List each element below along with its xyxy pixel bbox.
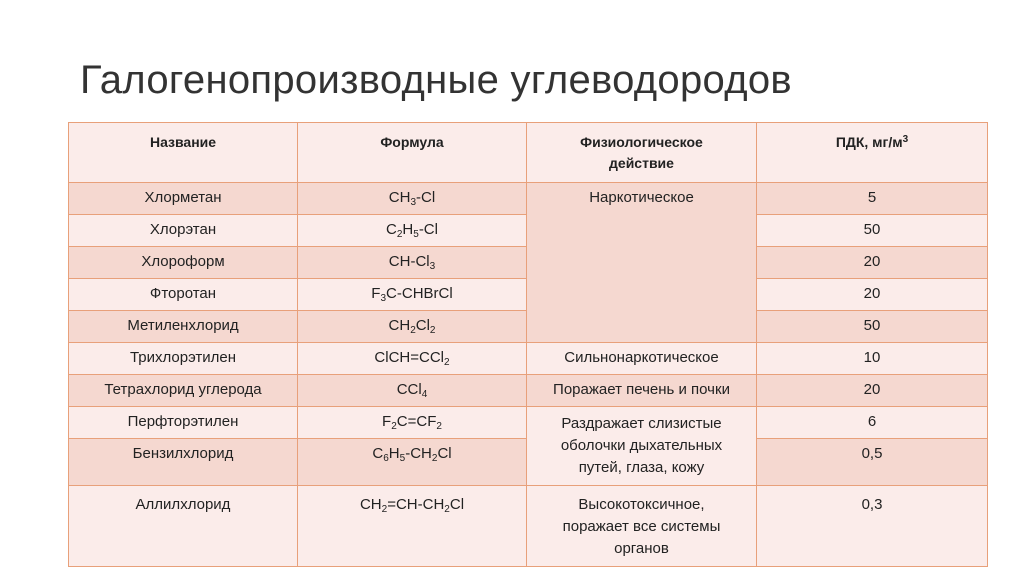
formula-text: H (402, 221, 414, 238)
cell-formula (298, 215, 527, 247)
cell-name: Хлороформ (69, 247, 298, 279)
cell-name: Хлорэтан (69, 215, 298, 247)
formula-text: C=CF (396, 413, 437, 430)
cell-effect (527, 407, 757, 486)
page-title: Галогенопроизводные углеводородов (80, 58, 792, 102)
cell-formula (298, 247, 527, 279)
formula-text: CH-Cl (388, 253, 430, 270)
cell-formula (298, 311, 527, 343)
table-row (69, 407, 988, 439)
formula-text: CH (359, 496, 382, 513)
cell-formula (298, 407, 527, 439)
header-formula: Формула (298, 123, 527, 183)
table-row (69, 375, 988, 407)
header-pdk-sup: 3 (902, 134, 909, 145)
formula-text: CH (388, 189, 411, 206)
table-row (69, 343, 988, 375)
formula-subscript: 2 (391, 421, 397, 432)
formula-text: C (372, 445, 384, 462)
formula-subscript: 3 (410, 197, 417, 208)
cell-pdk: 20 (757, 375, 988, 407)
formula-subscript: 5 (413, 229, 419, 240)
cell-formula (298, 279, 527, 311)
effect-line: Высокотоксичное, (578, 496, 705, 513)
formula-subscript: 2 (436, 421, 442, 432)
cell-formula (298, 183, 527, 215)
formula-text: H (388, 445, 400, 462)
cell-name: Трихлорэтилен (69, 343, 298, 375)
cell-effect: Поражает печень и почки (527, 375, 757, 407)
cell-formula (298, 343, 527, 375)
cell-pdk: 5 (757, 183, 988, 215)
formula-subscript: 3 (380, 293, 387, 304)
header-effect-line2: действие (609, 155, 674, 171)
formula-subscript: 4 (421, 389, 428, 400)
effect-line: Раздражает слизистые (561, 415, 722, 432)
formula-subscript: 2 (396, 229, 403, 240)
effect-line: поражает все системы (562, 518, 721, 535)
formula-text: -Cl (418, 221, 438, 238)
effect-line: путей, глаза, кожу (578, 459, 705, 476)
formula-text: ClCH=CCl (374, 349, 445, 366)
cell-formula (298, 486, 527, 567)
cell-pdk: 10 (757, 343, 988, 375)
cell-pdk: 20 (757, 279, 988, 311)
formula-text: -Cl (416, 189, 436, 206)
formula-subscript: 2 (431, 453, 438, 464)
formula-text: Cl (449, 496, 465, 513)
formula-text: Cl (415, 317, 430, 334)
cell-pdk: 50 (757, 311, 988, 343)
formula-text: -CH (405, 445, 432, 462)
halogen-table (68, 122, 988, 567)
cell-name: Тетрахлорид углерода (69, 375, 298, 407)
formula-subscript: 2 (410, 325, 416, 336)
cell-pdk: 6 (757, 407, 988, 439)
formula-text: F (382, 413, 392, 430)
formula-text: CCl (396, 381, 422, 398)
cell-pdk: 50 (757, 215, 988, 247)
formula-subscript: 2 (444, 357, 450, 368)
formula-text: C (386, 221, 397, 238)
header-effect-line1: Физиологическое (580, 134, 703, 150)
header-name: Название (69, 123, 298, 183)
header-effect (527, 123, 757, 183)
formula-text: C-CHBrCl (386, 285, 453, 302)
cell-pdk: 0,5 (757, 439, 988, 486)
formula-text: Cl (437, 445, 452, 462)
table-header-row (69, 123, 988, 183)
formula-subscript: 3 (429, 261, 436, 272)
cell-formula (298, 439, 527, 486)
formula-subscript: 6 (383, 453, 389, 464)
cell-formula (298, 375, 527, 407)
cell-pdk: 0,3 (757, 486, 988, 567)
formula-text: F (371, 285, 381, 302)
formula-subscript: 2 (444, 504, 450, 515)
table-row (69, 183, 988, 215)
effect-line: оболочки дыхательных (560, 437, 723, 454)
header-pdk-label: ПДК, мг/м (835, 134, 903, 150)
cell-effect: Сильнонаркотическое (527, 343, 757, 375)
cell-name: Фторотан (69, 279, 298, 311)
cell-name: Аллилхлорид (69, 486, 298, 567)
cell-name: Хлорметан (69, 183, 298, 215)
formula-subscript: 2 (381, 504, 388, 515)
cell-effect (527, 486, 757, 567)
cell-name: Перфторэтилен (69, 407, 298, 439)
header-pdk (757, 123, 988, 183)
table-row (69, 486, 988, 567)
effect-line: органов (614, 540, 669, 557)
cell-effect: Наркотическое (527, 183, 757, 343)
formula-subscript: 5 (399, 453, 406, 464)
cell-name: Метиленхлорид (69, 311, 298, 343)
cell-pdk: 20 (757, 247, 988, 279)
formula-text: =CH-CH (387, 496, 445, 513)
formula-subscript: 2 (429, 325, 436, 336)
formula-text: CH (388, 317, 411, 334)
cell-name: Бензилхлорид (69, 439, 298, 486)
